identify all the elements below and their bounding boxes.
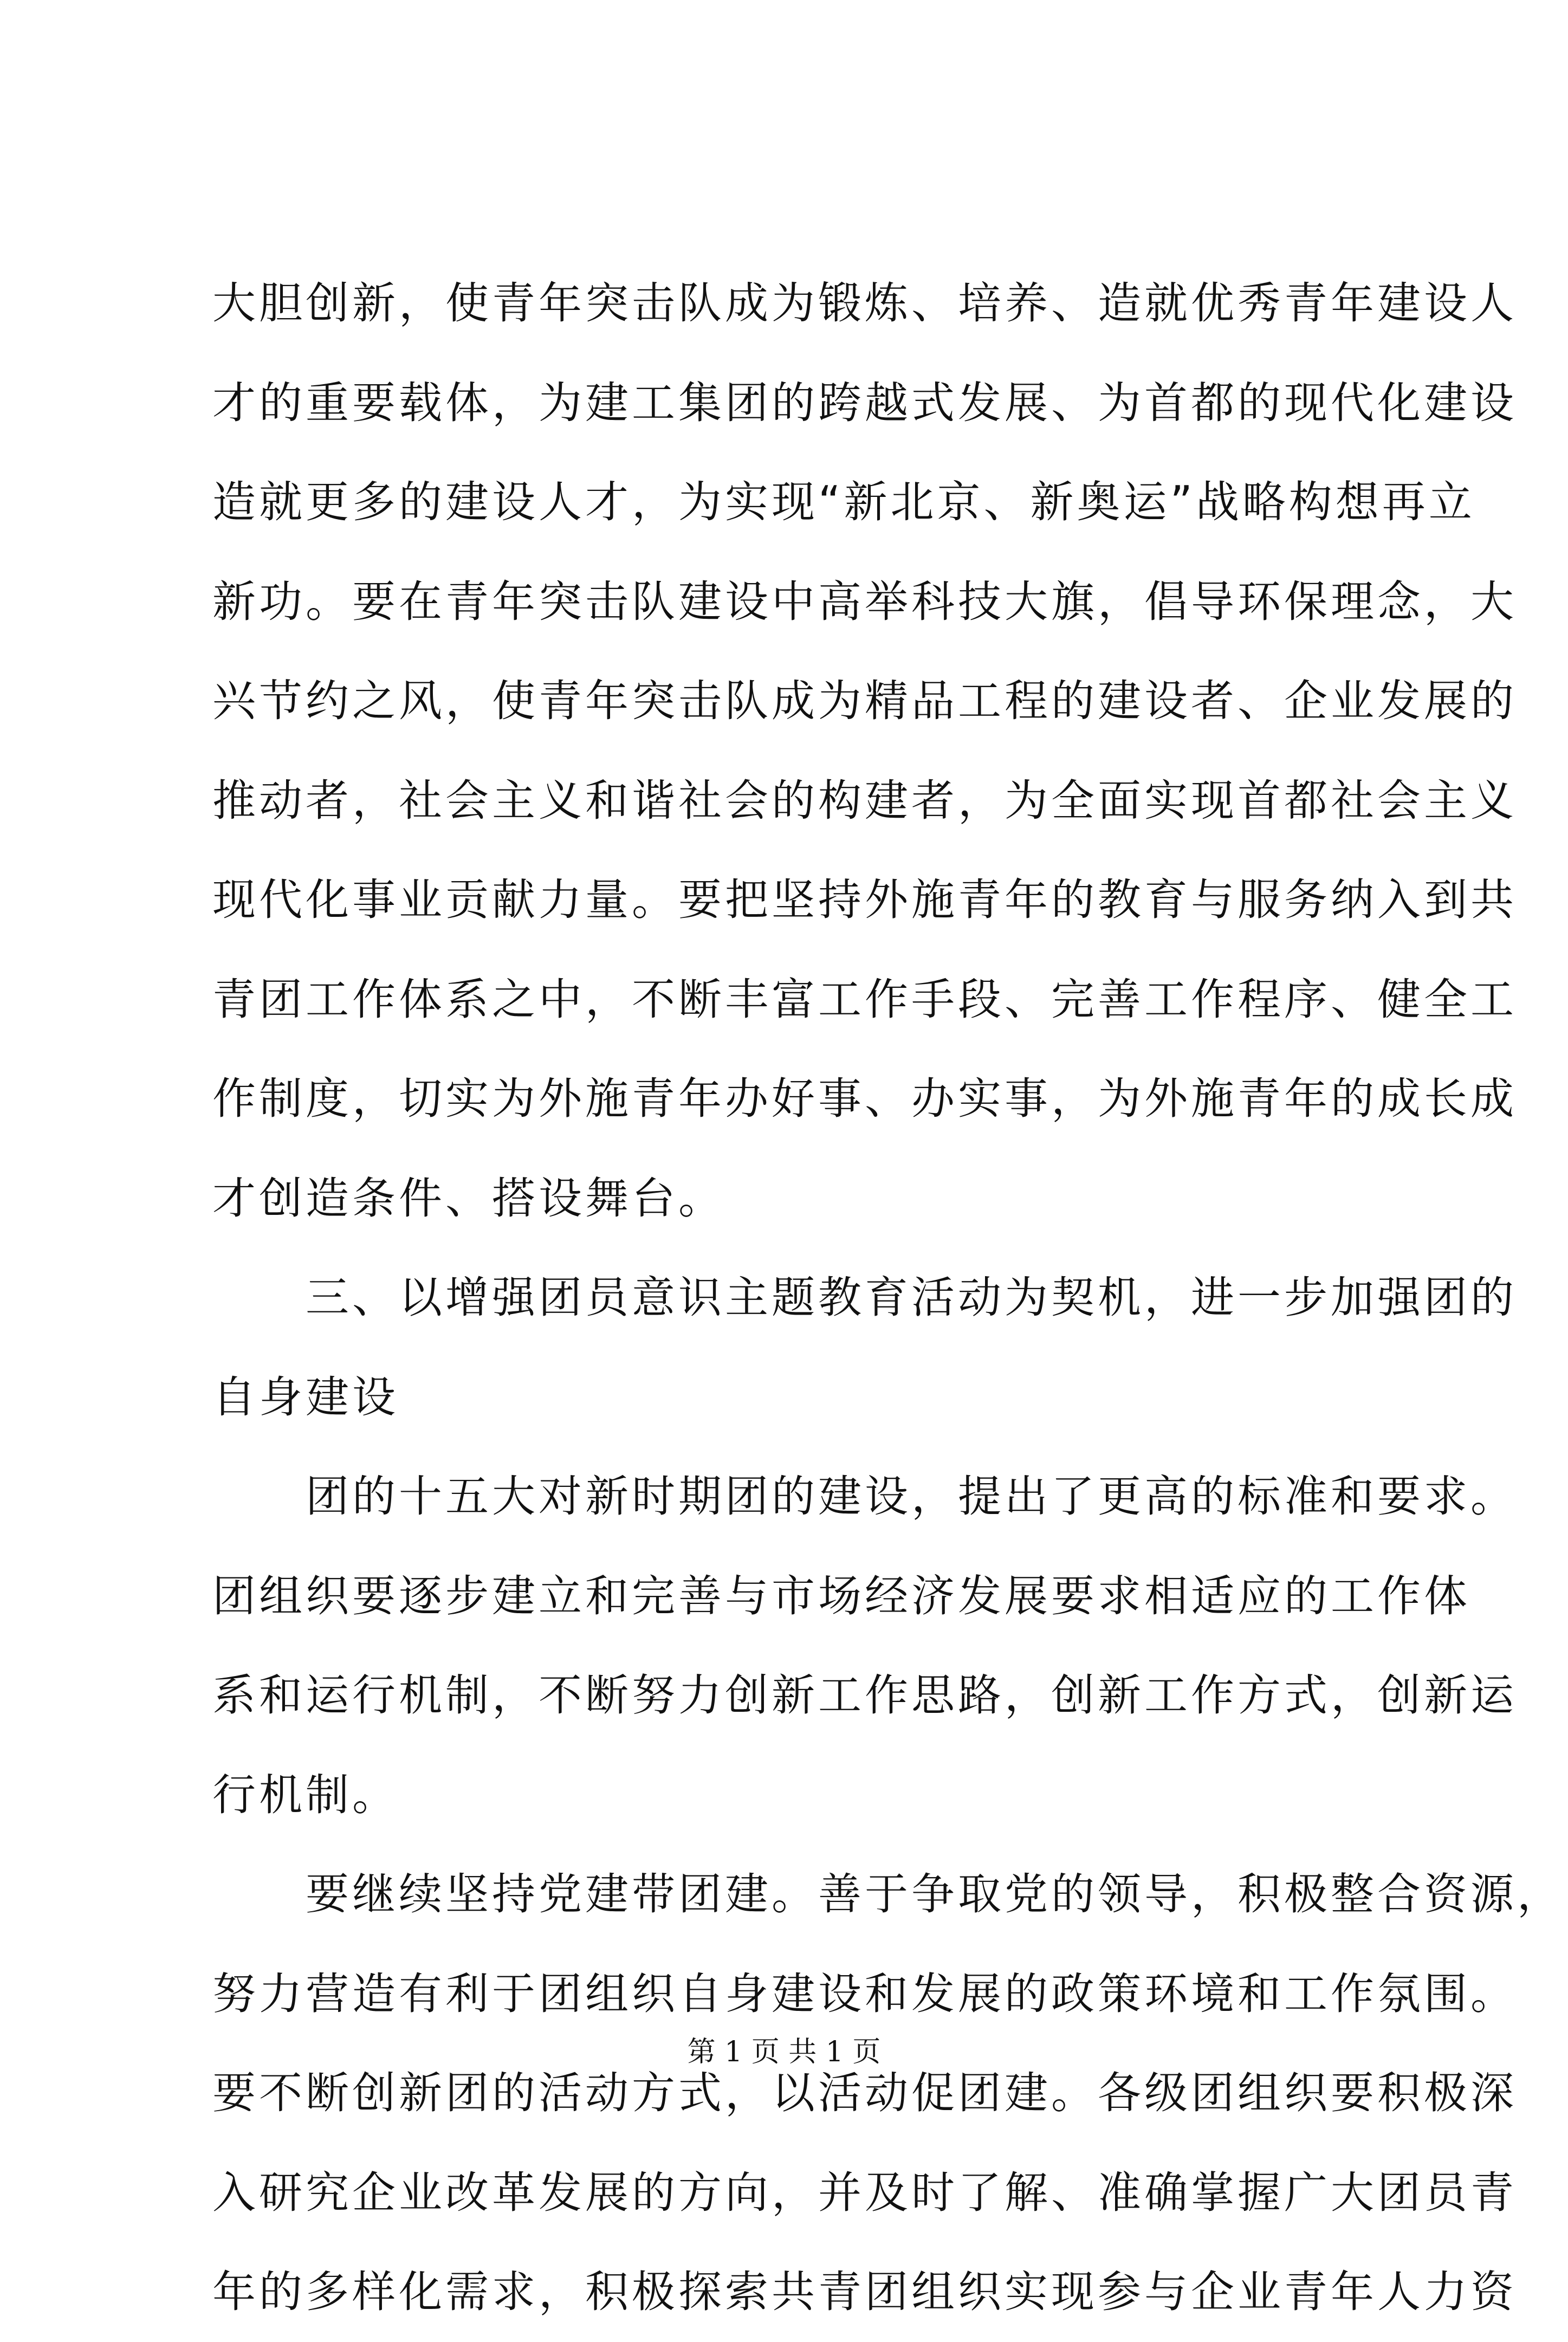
text-line: 年的多样化需求，积极探索共青团组织实现参与企业青年人力资 xyxy=(212,2267,1517,2317)
text-line: 大胆创新，使青年突击队成为锻炼、培养、造就优秀青年建设人 xyxy=(212,278,1517,328)
text-line: 作制度，切实为外施青年办好事、办实事，为外施青年的成长成 xyxy=(212,1073,1517,1124)
text-line: 要不断创新团的活动方式，以活动促团建。各级团组织要积极深 xyxy=(212,2068,1517,2118)
text-line: 推动者，社会主义和谐社会的构建者，为全面实现首都社会主义 xyxy=(212,775,1517,826)
text-line: 努力营造有利于团组织自身建设和发展的政策环境和工作氛围。 xyxy=(212,1968,1517,2019)
text-line: 青团工作体系之中，不断丰富工作手段、完善工作程序、健全工 xyxy=(212,974,1517,1025)
text-line: 入研究企业改革发展的方向，并及时了解、准确掌握广大团员青 xyxy=(212,2167,1517,2218)
text-line: 团组织要逐步建立和完善与市场经济发展要求相适应的工作体 xyxy=(212,1570,1470,1621)
paragraph-start: 团的十五大对新时期团的建设，提出了更高的标准和要求。 xyxy=(306,1471,1517,1522)
text-line: 兴节约之风，使青年突击队成为精品工程的建设者、企业发展的 xyxy=(212,676,1517,726)
document-body xyxy=(212,254,1564,2342)
text-line: 才的重要载体，为建工集团的跨越式发展、为首都的现代化建设 xyxy=(212,377,1517,428)
text-line: 造就更多的建设人才，为实现“新北京、新奥运”战略构想再立 xyxy=(212,477,1475,527)
section-heading: 三、以增强团员意识主题教育活动为契机，进一步加强团的 xyxy=(306,1272,1517,1323)
paragraph-start: 要继续坚持党建带团建。善于争取党的领导，积极整合资源， xyxy=(306,1869,1564,1919)
text-line: 系和运行机制，不断努力创新工作思路，创新工作方式，创新运 xyxy=(212,1670,1517,1720)
text-line: 行机制。 xyxy=(212,1769,399,1820)
text-line: 现代化事业贡献力量。要把坚持外施青年的教育与服务纳入到共 xyxy=(212,875,1517,925)
page-number-footer: 第 1 页 共 1 页 xyxy=(687,2036,881,2068)
section-heading-continuation: 自身建设 xyxy=(212,1371,399,1422)
text-line: 才创造条件、搭设舞台。 xyxy=(212,1173,725,1224)
text-line: 新功。要在青年突击队建设中高举科技大旗，倡导环保理念，大 xyxy=(212,576,1517,627)
